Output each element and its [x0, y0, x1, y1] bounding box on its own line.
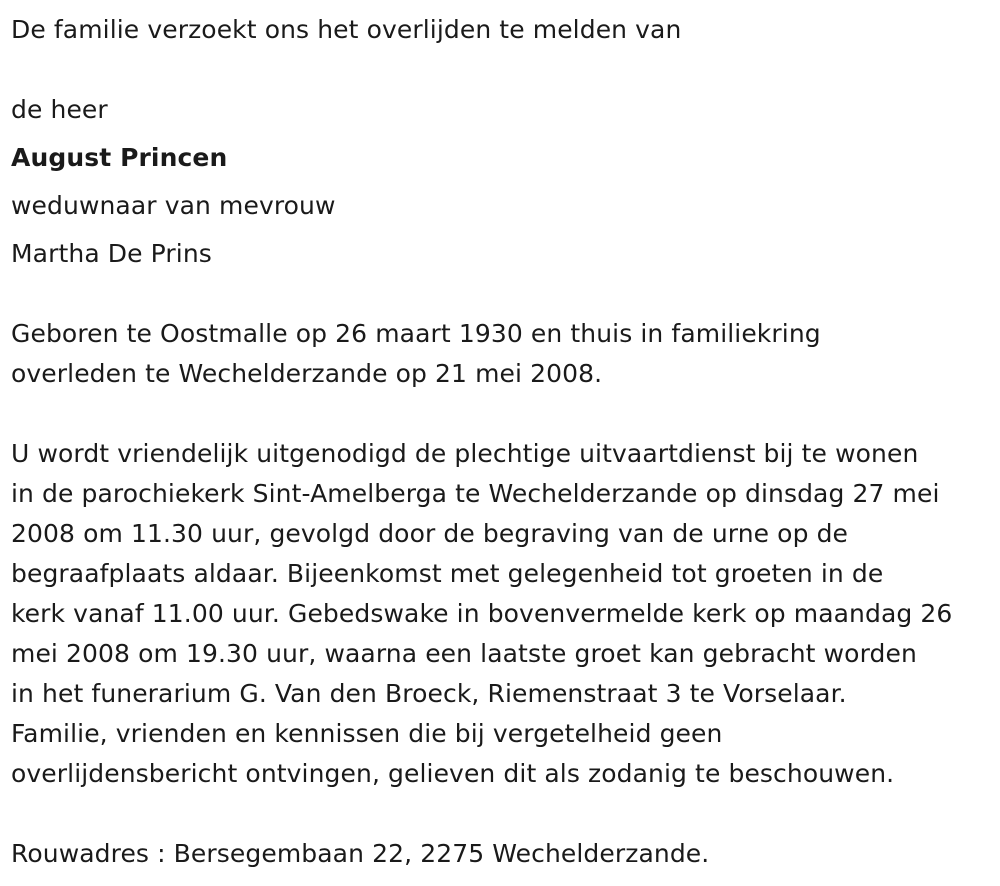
- relation-text: weduwnaar van mevrouw: [11, 191, 336, 220]
- service-line-2: in de parochiekerk Sint-Amelberga te Wechelderzande op dinsdag 27 mei: [11, 479, 940, 508]
- mourning-address: Rouwadres : Bersegembaan 22, 2275 Wechelderzande.: [11, 839, 710, 868]
- service-line-9: overlijdensbericht ontvingen, gelieven dit als zodanig te beschouwen.: [11, 759, 895, 788]
- spacer: [11, 50, 1000, 90]
- deceased-name: August Princen: [11, 143, 228, 172]
- service-line-3: 2008 om 11.30 uur, gevolgd door de begraving van de urne op de: [11, 519, 849, 548]
- birth-line-2: overleden te Wechelderzande op 21 mei 2008.: [11, 359, 603, 388]
- service-line-1: U wordt vriendelijk uitgenodigd de plechtige uitvaartdienst bij te wonen: [11, 439, 919, 468]
- spouse-name: Martha De Prins: [11, 239, 212, 268]
- service-line-8: Familie, vrienden en kennissen die bij vergetelheid geen: [11, 719, 723, 748]
- birth-line-1: Geboren te Oostmalle op 26 maart 1930 en thuis in familiekring: [11, 319, 821, 348]
- spacer: [11, 794, 1000, 834]
- honorific: de heer: [11, 95, 108, 124]
- spacer: [11, 394, 1000, 434]
- service-line-6: mei 2008 om 19.30 uur, waarna een laatste groet kan gebracht worden: [11, 639, 917, 668]
- spacer: [11, 274, 1000, 314]
- service-line-4: begraafplaats aldaar. Bijeenkomst met gelegenheid tot groeten in de: [11, 559, 884, 588]
- service-line-5: kerk vanaf 11.00 uur. Gebedswake in bovenvermelde kerk op maandag 26: [11, 599, 953, 628]
- service-line-7: in het funerarium G. Van den Broeck, Riemenstraat 3 te Vorselaar.: [11, 679, 847, 708]
- intro-text: De familie verzoekt ons het overlijden te melden van: [11, 15, 682, 44]
